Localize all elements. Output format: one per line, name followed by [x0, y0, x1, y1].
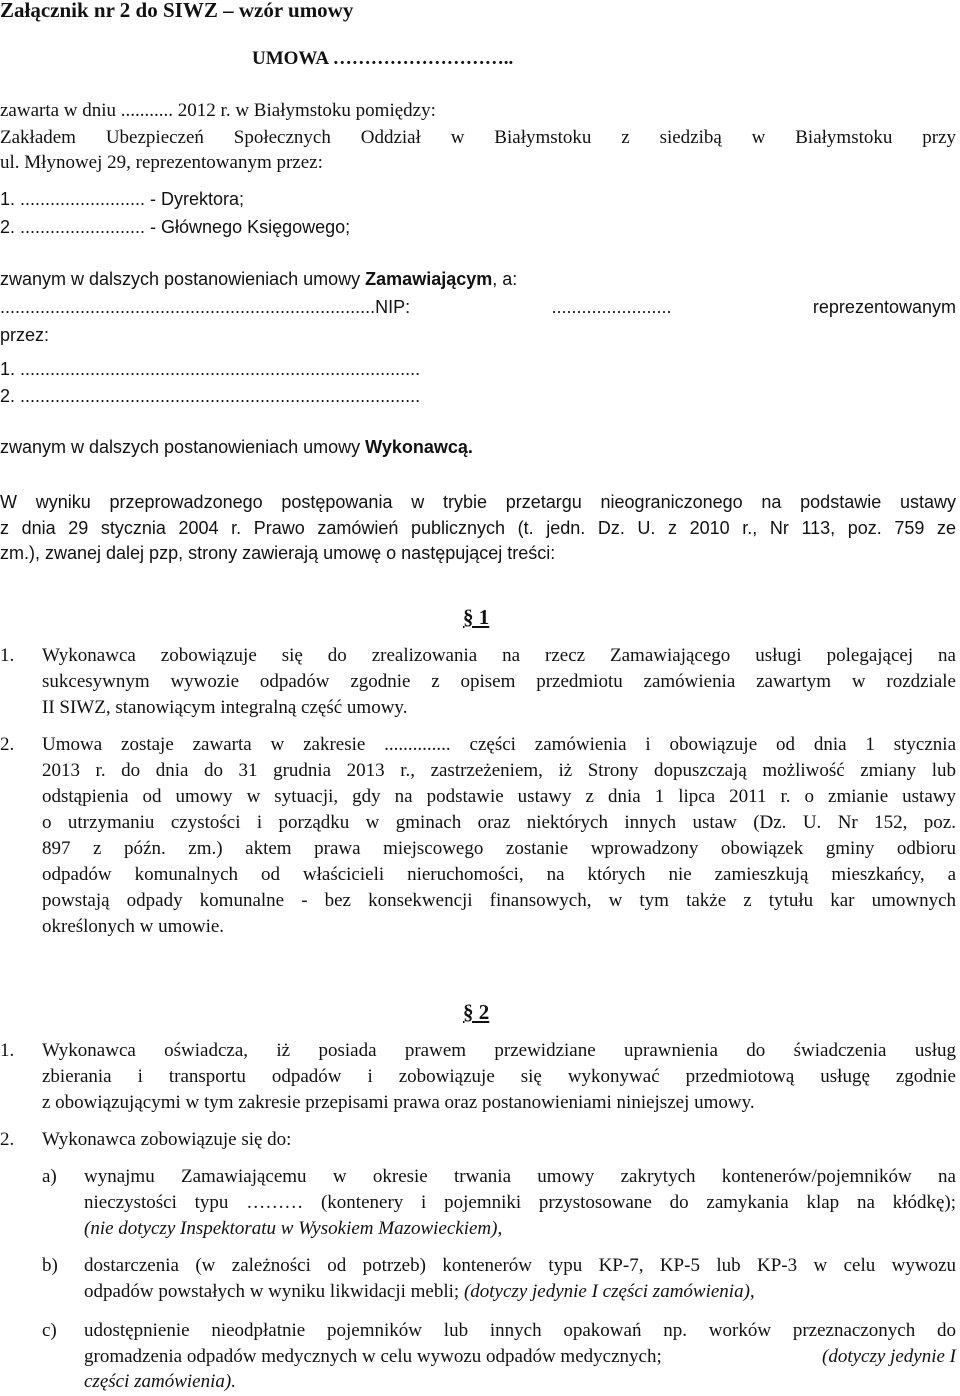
item-b-line2	[84, 1281, 755, 1303]
preamble-line1: W wyniku przeprowadzonego postępowania w trybie przetargu nieograniczonego na podstawie ustawy	[0, 492, 956, 512]
item-b-line2-italic: (dotyczy jedynie I części zamówienia),	[463, 1281, 755, 1302]
section-2-heading: § 2	[463, 1000, 490, 1024]
s1-p1-number: 1.	[0, 645, 15, 666]
s1-p2-line7: powstają odpady komunalne - bez konsekwencji finansowych, w tym także z tytułu kar umownych	[42, 890, 956, 911]
attachment-title: Załącznik nr 2 do SIWZ – wzór umowy	[0, 0, 354, 22]
client-prefix: zwanym w dalszych postanowieniach umowy	[0, 269, 366, 289]
client-definition	[0, 269, 517, 290]
s1-p2-line8: określonych w umowie.	[42, 916, 225, 937]
contractor-definition	[0, 437, 473, 458]
s1-p2-line3: odstąpienia od umowy w sytuacji, gdy na podstawie ustawy z dnia 1 lipca 2011 r. o zmianie ustawy	[42, 786, 956, 807]
client-name: Zamawiającym	[365, 269, 493, 289]
item-c-label: c)	[42, 1320, 57, 1341]
s1-p1-line3: II SIWZ, stanowiącym integralną część umowy.	[42, 697, 408, 718]
s1-p2-line1: Umowa zostaje zawarta w zakresie .............. części zamówienia i obowiązuje od dnia 1 stycznia	[42, 734, 956, 755]
item-c-line2-plain: gromadzenia odpadów medycznych w celu wywozu odpadów medycznych;	[84, 1346, 662, 1367]
contractor-prefix: zwanym w dalszych postanowieniach umowy	[0, 437, 366, 457]
item-c-line1: udostępnienie nieodpłatnie pojemników lub innych opakowań np. worków przeznaczonych do	[84, 1320, 956, 1341]
s1-p2-line5: 897 z późn. zm.) aktem prawa miejscowego zostanie wprowadzony obowiązek gminy odbioru	[42, 838, 956, 859]
s1-p2-line6: odpadów komunalnych od właścicieli nieruchomości, na których nie zamieszkują mieszkańcy, a	[42, 864, 956, 885]
item-b-line2-plain: odpadów powstałych w wyniku likwidacji mebli;	[84, 1281, 464, 1302]
item-a-line1: wynajmu Zamawiającemu w okresie trwania umowy zakrytych kontenerów/pojemników na	[84, 1166, 956, 1187]
s1-p2-number: 2.	[0, 734, 15, 755]
s2-p1-number: 1.	[0, 1040, 15, 1061]
contractor-name: Wykonawcą.	[365, 437, 473, 457]
s2-p2-number: 2.	[0, 1129, 15, 1150]
s2-p2-line1: Wykonawca zobowiązuje się do:	[42, 1129, 292, 1150]
s1-p1-line2: sukcesywnym wywozie odpadów zgodnie z opisem przedmiotu zamówienia zawartym w rozdziale	[42, 671, 956, 692]
s1-p1-line1: Wykonawca zobowiązuje się do zrealizowania na rzecz Zamawiającego usługi polegającej na	[42, 645, 956, 666]
item-a-label: a)	[42, 1166, 57, 1187]
party1-line2: ul. Młynowej 29, reprezentowanym przez:	[0, 152, 323, 173]
section-1-heading: § 1	[463, 605, 490, 629]
s2-p1-line2: zbierania i transportu odpadów i zobowiązuje się wykonywać przedmiotową usługę zgodnie	[42, 1066, 956, 1087]
s2-p1-line1: Wykonawca oświadcza, iż posiada prawem przewidziane uprawnienia do świadczenia usług	[42, 1040, 956, 1061]
item-c-line3: części zamówienia).	[84, 1371, 236, 1392]
contract-title: UMOWA ………………………..	[252, 48, 514, 69]
contractor-rep-1: 1. ................................................................................	[0, 359, 421, 379]
item-c-line2	[84, 1346, 956, 1368]
nip-line: ...........................................................................NIP: ........................ reprezentowanym	[0, 297, 956, 317]
preamble-line2: z dnia 29 stycznia 2004 r. Prawo zamówień publicznych (t. jedn. Dz. U. z 2010 r., Nr 113, poz. 759 ze	[0, 518, 956, 538]
s1-p2-line2: 2013 r. do dnia do 31 grudnia 2013 r., zastrzeżeniem, iż Strony dopuszczają możliwość zmiany lub	[42, 760, 956, 781]
s2-p1-line3: z obowiązującymi w tym zakresie przepisami prawa oraz postanowieniami niniejszej umowy.	[42, 1092, 755, 1113]
item-a-line3: (nie dotyczy Inspektoratu w Wysokiem Mazowieckiem),	[84, 1218, 503, 1239]
party1-line1: Zakładem Ubezpieczeń Społecznych Oddział w Białymstoku z siedzibą w Białymstoku przy	[0, 127, 956, 148]
contractor-rep-2: 2. ................................................................................	[0, 386, 421, 406]
representative-2: 2. ......................... - Głównego Księgowego;	[0, 217, 351, 237]
item-b-label: b)	[42, 1255, 58, 1276]
s1-p2-line4: o utrzymaniu czystości i porządku w gminach oraz niektórych innych ustaw (Dz. U. Nr 152, poz.	[42, 812, 956, 833]
item-b-line1: dostarczenia (w zależności od potrzeb) kontenerów typu KP-7, KP-5 lub KP-3 w celu wywozu	[84, 1255, 956, 1276]
item-a-line2: nieczystości typu ……… (kontenery i pojemniki przystosowane do zamykania klap na kłódkę);	[84, 1192, 956, 1213]
item-c-line2-italic: (dotyczy jedynie I	[822, 1346, 956, 1367]
date-line: zawarta w dniu ........... 2012 r. w Białymstoku pomiędzy:	[0, 100, 436, 121]
preamble-line3: zm.), zwanej dalej pzp, strony zawierają umowę o następującej treści:	[0, 543, 556, 563]
client-suffix: , a:	[492, 269, 518, 289]
representative-1: 1. ......................... - Dyrektora;	[0, 189, 245, 209]
przez-label: przez:	[0, 325, 50, 345]
